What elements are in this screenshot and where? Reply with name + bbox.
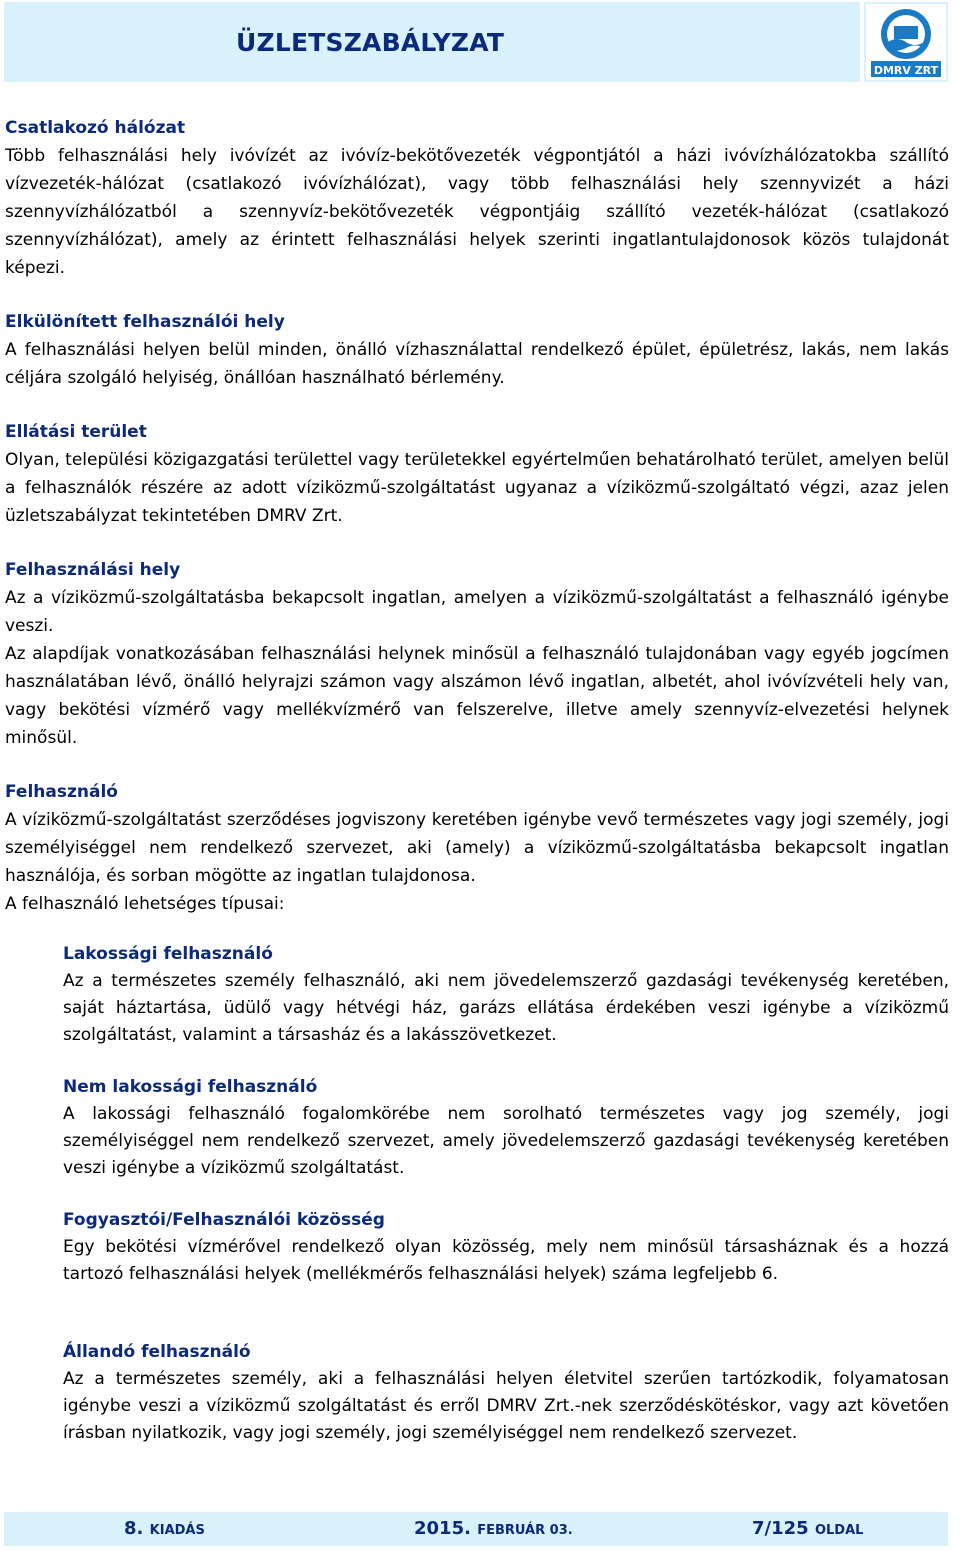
section-title: Felhasználási hely [5, 560, 181, 580]
section-title: Csatlakozó hálózat [5, 118, 186, 138]
subsection-text: A lakossági felhasználó fogalomkörébe nem sorolható természetes vagy jog személy, jogi személyiséggel nem rendelkező szervezet, amely jövedelemszerző gazdasági tevékenység keretében veszi igénybe a víziközmű szolgáltatást. [63, 1104, 949, 1178]
section-felhasznalasi-hely [5, 556, 949, 752]
subsection-text: Egy bekötési vízmérővel rendelkező olyan közösség, mely nem minősül társasháznak és a hozzá tartozó felhasználási helyek (mellékmérős felhasználási helyek) száma legfeljebb 6. [63, 1237, 949, 1284]
subsection-title: Fogyasztói/Felhasználói közösség [63, 1210, 385, 1230]
footer-page [752, 1518, 863, 1539]
section-text: Az a víziközmű-szolgáltatásba bekapcsolt ingatlan, amelyen a víziközmű-szolgáltatást a felhasználó igénybe veszi. [5, 588, 949, 636]
section-ellatasi-terulet [5, 418, 949, 530]
section-text: Több felhasználási hely ivóvízét az ivóvíz-bekötővezeték végpontjától a házi ivóvízhálózatokba szállító vízvezeték-hálózat (csatlakozó ivóvízhálózat), vagy több felhasználási hely szennyvizét a házi szennyvízhálózatból a szennyvíz-bekötővezeték végpontjáig szállító vezeték-hálózat (csatlakozó szennyvízhálózat), amely az érintett felhasználási helyek szerinti ingatlantulajdonosok közös tulajdonát képezi. [5, 146, 949, 278]
footer-band [4, 1512, 948, 1546]
subsection-lakossagi [63, 940, 949, 1049]
footer-date [414, 1518, 573, 1539]
section-text: A felhasználó lehetséges típusai: [5, 894, 285, 914]
section-title: Ellátási terület [5, 422, 147, 442]
page-number: 7/125 [752, 1518, 809, 1539]
subsection-title: Állandó felhasználó [63, 1342, 251, 1362]
section-title: Elkülönített felhasználói hely [5, 312, 285, 332]
document-body [5, 114, 949, 1471]
section-csatlakozo-halozat [5, 114, 949, 282]
section-felhasznalo [5, 778, 949, 918]
subsection-text: Az a természetes személy felhasználó, aki nem jövedelemszerző gazdasági tevékenység keretében, saját háztartása, üdülő vagy hétvégi ház, garázs ellátása érdekében veszi igénybe a víziközmű szolgáltatást, valamint a társasház és a lakásszövetkezet. [63, 971, 949, 1045]
user-types-list [63, 940, 949, 1447]
edition-number: 8. [124, 1518, 144, 1539]
section-text: Az alapdíjak vonatkozásában felhasználási helynek minősül a felhasználó tulajdonában vagy egyéb jogcímen használatában lévő, önálló helyrajzi számon vagy alszámon lévő ingatlan, albetét, ahol ivóvízvételi hely van, vagy bekötési vízmérő vagy mellékvízmérő van felszerelve, illetve amely szennyvíz-elvezetési helynek minősül. [5, 644, 949, 748]
section-elkulonitett-hely [5, 308, 949, 392]
edition-label: KIADÁS [149, 1523, 205, 1538]
date-year: 2015. [414, 1518, 471, 1539]
header-band [4, 2, 860, 82]
dmrv-logo-icon [864, 2, 948, 82]
logo-text: DMRV ZRT [873, 64, 939, 77]
subsection-kozosseg [63, 1206, 949, 1288]
section-text: A felhasználási helyen belül minden, önálló vízhasználattal rendelkező épület, épületrész, lakás, nem lakás céljára szolgáló helyiség, önállóan használható bérlemény. [5, 340, 949, 388]
document-title: ÜZLETSZABÁLYZAT [236, 28, 505, 57]
subsection-text: Az a természetes személy, aki a felhasználási helyen életvitel szerűen tartózkodik, folyamatosan igénybe veszi a víziközmű szolgáltatást és erről DMRV Zrt.-nek szerződéskötéskor, vagy azt követően írásban nyilatkozik, vagy jogi személy, jogi személyiséggel nem rendelkező szervezet. [63, 1369, 949, 1443]
dmrv-logo [864, 2, 948, 82]
subsection-allando [63, 1338, 949, 1447]
date-month: FEBRUÁR 03. [477, 1523, 573, 1538]
page-label: OLDAL [814, 1523, 864, 1538]
section-text: A víziközmű-szolgáltatást szerződéses jogviszony keretében igénybe vevő természetes vagy jogi személy, jogi személyiséggel nem rendelkező szervezet, aki (amely) a víziközmű-szolgáltatásba bekapcsolt ingatlan használója, és sorban mögötte az ingatlan tulajdonosa. [5, 810, 949, 886]
subsection-title: Nem lakossági felhasználó [63, 1077, 318, 1097]
section-title: Felhasználó [5, 782, 118, 802]
subsection-nem-lakossagi [63, 1073, 949, 1182]
section-text: Olyan, települési közigazgatási területtel vagy területekkel egyértelműen behatárolható terület, amelyen belül a felhasználók részére az adott víziközmű-szolgáltatást ugyanaz a víziközmű-szolgáltató végzi, azaz jelen üzletszabályzat tekintetében DMRV Zrt. [5, 450, 949, 526]
subsection-title: Lakossági felhasználó [63, 944, 273, 964]
footer-edition [124, 1518, 205, 1539]
